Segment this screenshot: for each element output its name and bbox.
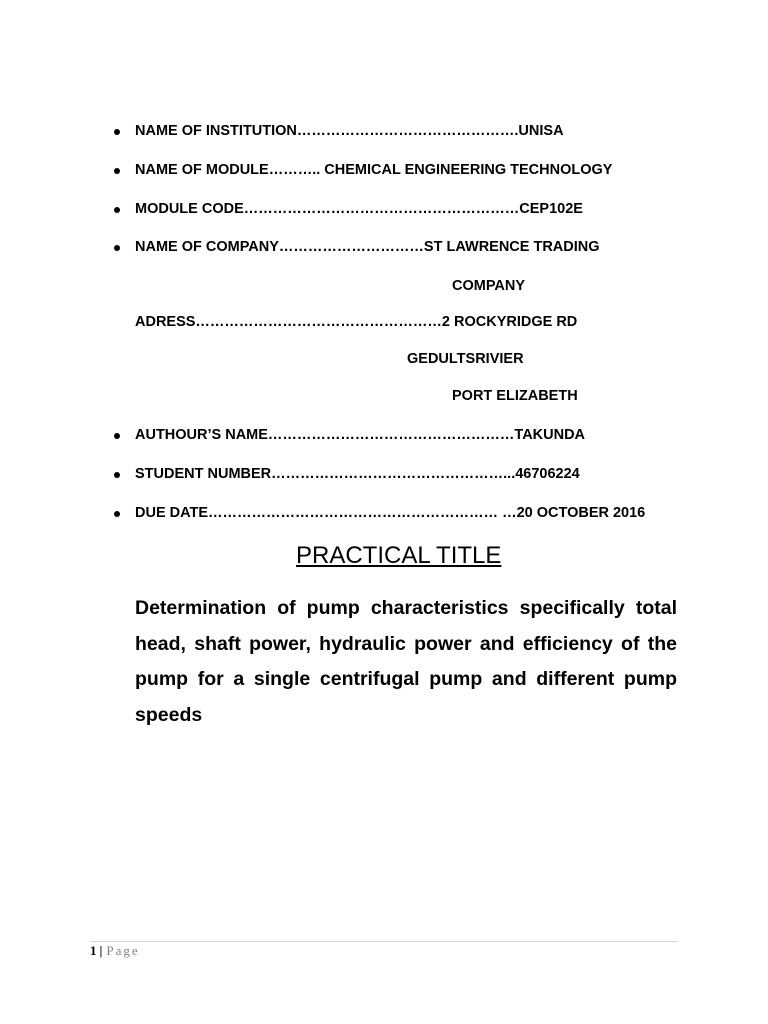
bullet-icon [114,511,120,517]
company-field: NAME OF COMPANY…………………………ST LAWRENCE TRADING [135,239,600,255]
bullet-icon [114,168,120,174]
address-field: ADRESS……………………………………………2 ROCKYRIDGE RD [135,314,578,330]
author-field: AUTHOUR’S NAME……………………………………………TAKUNDA [135,427,586,443]
practical-description: Determination of pump characteristics specifically total head, shaft power, hydraulic power and efficiency of the pump for a single centrifugal pump and different pump speeds [135,597,677,726]
page-footer [90,943,140,959]
bullet-icon [114,245,120,251]
institution-field: NAME OF INSTITUTION……………………………………….UNISA [135,123,564,139]
bullet-icon [114,207,120,213]
footer-divider [90,941,678,942]
practical-title: PRACTICAL TITLE [296,542,502,569]
bullet-icon [114,129,120,135]
bullet-icon [114,433,120,439]
address-line-3: PORT ELIZABETH [452,388,578,404]
module-field: NAME OF MODULE……….. CHEMICAL ENGINEERING TECHNOLOGY [135,162,613,178]
bullet-icon [114,472,120,478]
page-number: 1 [90,943,97,958]
due-date-field: DUE DATE…………………………………………………… …20 OCTOBER 2016 [135,505,646,521]
footer-separator: | [99,943,103,958]
page-label: Page [106,943,140,958]
company-continuation: COMPANY [452,278,526,294]
address-line-2: GEDULTSRIVIER [407,351,524,367]
student-number-field: STUDENT NUMBER…………………………………………...46706224 [135,466,580,482]
module-code-field: MODULE CODE…………………………………………………CEP102E [135,201,583,217]
